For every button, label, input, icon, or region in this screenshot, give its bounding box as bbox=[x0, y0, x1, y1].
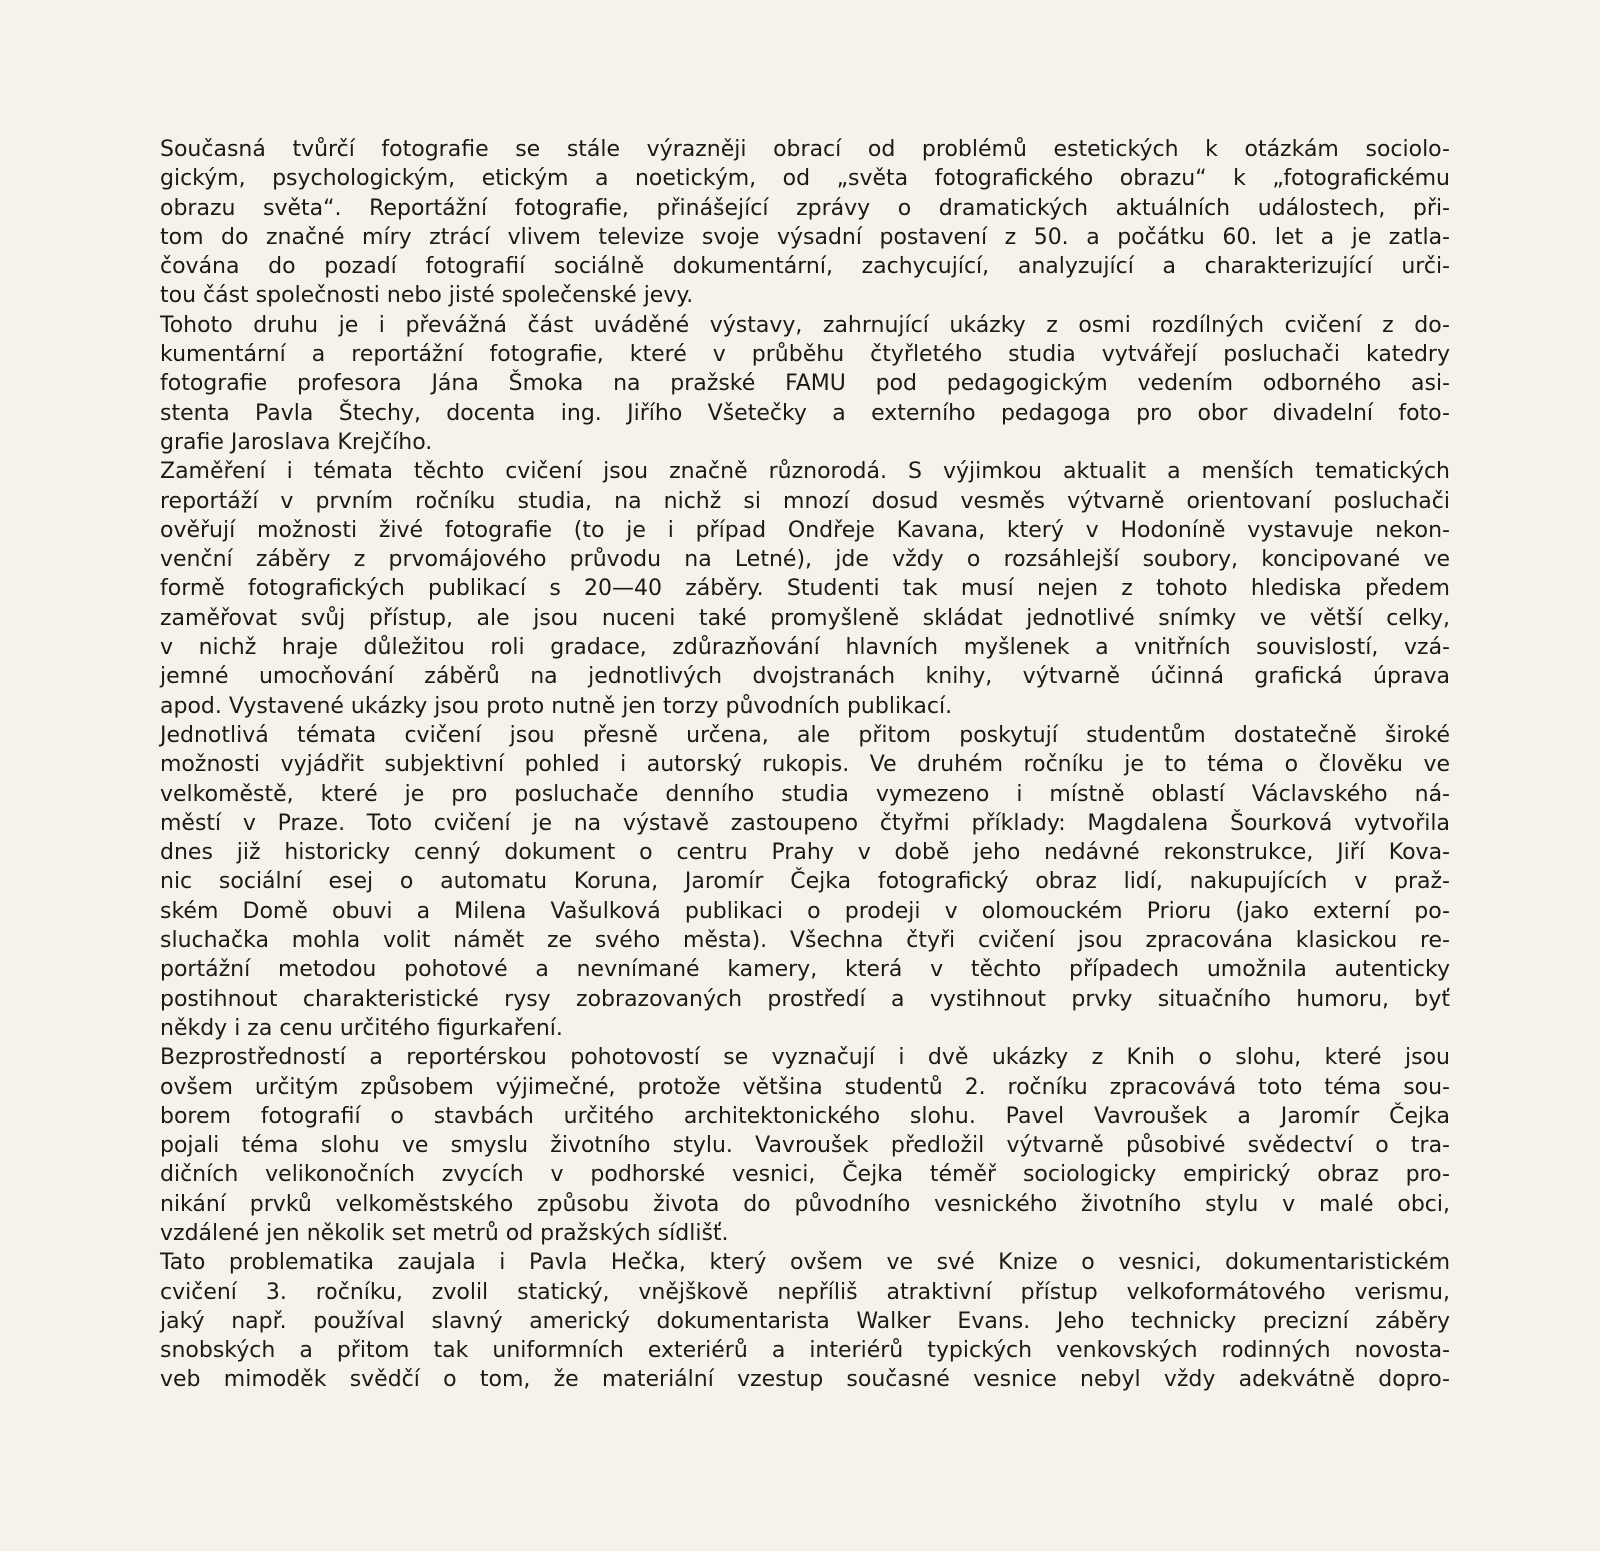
text-line: zaměřovat svůj přístup, ale jsou nuceni také promyšleně skládat jednotlivé snímky ve větší celky, bbox=[160, 605, 1450, 631]
paragraph-1 bbox=[160, 135, 1450, 311]
text-line: portážní metodou pohotové a nevnímané kamery, která v těchto případech umožnila autenticky bbox=[160, 957, 1450, 983]
text-line: snobských a přitom tak uniformních exteriérů a interiérů typických venkovských rodinných novosta- bbox=[160, 1338, 1450, 1364]
text-line: velkoměstě, které je pro posluchače denního studia vymezeno i místně oblastí Václavského ná- bbox=[160, 781, 1450, 807]
text-line: ovšem určitým způsobem výjimečné, protože většina studentů 2. ročníku zpracovává toto téma sou- bbox=[160, 1074, 1450, 1100]
text-line: reportáží v prvním ročníku studia, na nichž si mnozí dosud vesměs výtvarně orientovaní posluchači bbox=[160, 488, 1450, 514]
text-line: tou část společnosti nebo jisté společenské jevy. bbox=[160, 283, 694, 309]
text-line: tom do značné míry ztrácí vlivem televize svoje výsadní postavení z 50. a počátku 60. let a je zatla- bbox=[160, 224, 1450, 250]
text-line: fotografie profesora Jána Šmoka na pražské FAMU pod pedagogickým vedením odborného asi- bbox=[160, 371, 1450, 397]
text-line: jaký např. používal slavný americký dokumentarista Walker Evans. Jeho technicky precizní záběry bbox=[160, 1308, 1450, 1334]
text-line: pojali téma slohu ve smyslu životního stylu. Vavroušek předložil výtvarně působivé svědectví o tra- bbox=[160, 1133, 1450, 1159]
text-line: dnes již historicky cenný dokument o centru Prahy v době jeho nedávné rekonstrukce, Jiří Kova- bbox=[160, 840, 1450, 866]
text-line: Jednotlivá témata cvičení jsou přesně určena, ale přitom poskytují studentům dostatečně široké bbox=[160, 722, 1450, 748]
text-line: městí v Praze. Toto cvičení je na výstavě zastoupeno čtyřmi příklady: Magdalena Šourková vytvořila bbox=[160, 810, 1450, 836]
text-line: nic sociální esej o automatu Koruna, Jaromír Čejka fotografický obraz lidí, nakupujících v praž- bbox=[160, 869, 1450, 895]
paragraph-2 bbox=[160, 311, 1450, 457]
text-line: postihnout charakteristické rysy zobrazovaných prostředí a vystihnout prvky situačního humoru, byť bbox=[160, 986, 1450, 1012]
text-line: borem fotografií o stavbách určitého architektonického slohu. Pavel Vavroušek a Jaromír Čejka bbox=[160, 1103, 1450, 1129]
text-line: v nichž hraje důležitou roli gradace, zdůrazňování hlavních myšlenek a vnitřních souvislostí, vzá- bbox=[160, 635, 1450, 661]
text-line: ském Domě obuvi a Milena Vašulková publikaci o prodeji v olomouckém Prioru (jako externí po- bbox=[160, 898, 1450, 924]
paragraph-5 bbox=[160, 1043, 1450, 1248]
text-line: apod. Vystavené ukázky jsou proto nutně jen torzy původních publikací. bbox=[160, 693, 953, 719]
paragraph-6 bbox=[160, 1248, 1450, 1394]
paragraph-4 bbox=[160, 721, 1450, 1043]
text-line: vzdálené jen několik set metrů od pražských sídlišť. bbox=[160, 1220, 729, 1246]
text-line: možnosti vyjádřit subjektivní pohled i autorský rukopis. Ve druhém ročníku je to téma o člověku ve bbox=[160, 752, 1450, 778]
paragraph-3 bbox=[160, 457, 1450, 721]
text-line: obrazu světa“. Reportážní fotografie, přinášející zprávy o dramatických aktuálních událostech, při- bbox=[160, 195, 1450, 221]
text-line: dičních velikonočních zvycích v podhorské vesnici, Čejka téměř sociologicky empirický obraz pro- bbox=[160, 1162, 1450, 1188]
text-line: čována do pozadí fotografií sociálně dokumentární, zachycující, analyzující a charakterizující urči- bbox=[160, 254, 1450, 280]
text-line: někdy i za cenu určitého figurkaření. bbox=[160, 1015, 563, 1041]
text-line: stenta Pavla Štechy, docenta ing. Jiřího Všetečky a externího pedagoga pro obor divadelní foto- bbox=[160, 400, 1450, 426]
text-line: veb mimoděk svědčí o tom, že materiální vzestup současné vesnice nebyl vždy adekvátně dopro- bbox=[160, 1367, 1450, 1393]
text-line: grafie Jaroslava Krejčího. bbox=[160, 429, 433, 455]
article-body bbox=[160, 135, 1450, 1395]
text-line: gickým, psychologickým, etickým a noetickým, od „světa fotografického obrazu“ k „fotografickému bbox=[160, 166, 1450, 192]
text-line: Bezprostředností a reportérskou pohotovostí se vyznačují i dvě ukázky z Knih o slohu, které jsou bbox=[160, 1045, 1450, 1071]
text-line: nikání prvků velkoměstského způsobu života do původního vesnického životního stylu v malé obci, bbox=[160, 1191, 1450, 1217]
text-line: venční záběry z prvomájového průvodu na Letné), jde vždy o rozsáhlejší soubory, koncipované ve bbox=[160, 547, 1450, 573]
text-line: kumentární a reportážní fotografie, které v průběhu čtyřletého studia vytvářejí posluchači katedry bbox=[160, 342, 1450, 368]
text-line: formě fotografických publikací s 20—40 záběry. Studenti tak musí nejen z tohoto hlediska předem bbox=[160, 576, 1450, 602]
text-line: Tato problematika zaujala i Pavla Hečka, který ovšem ve své Knize o vesnici, dokumentaristickém bbox=[160, 1250, 1450, 1276]
text-line: jemné umocňování záběrů na jednotlivých dvojstranách knihy, výtvarně účinná grafická úprava bbox=[160, 664, 1450, 690]
text-line: sluchačka mohla volit námět ze svého města). Všechna čtyři cvičení jsou zpracována klasickou re- bbox=[160, 928, 1450, 954]
text-line: Tohoto druhu je i převážná část uváděné výstavy, zahrnující ukázky z osmi rozdílných cvičení z do- bbox=[160, 312, 1450, 338]
text-line: Současná tvůrčí fotografie se stále výrazněji obrací od problémů estetických k otázkám sociolo- bbox=[160, 137, 1450, 162]
text-line: Zaměření i témata těchto cvičení jsou značně různorodá. S výjimkou aktualit a menších tematických bbox=[160, 459, 1450, 485]
text-line: cvičení 3. ročníku, zvolil statický, vnějškově nepříliš atraktivní přístup velkoformátového verismu, bbox=[160, 1279, 1450, 1305]
text-line: ověřují možnosti živé fotografie (to je i případ Ondřeje Kavana, který v Hodoníně vystavuje nekon- bbox=[160, 517, 1450, 543]
